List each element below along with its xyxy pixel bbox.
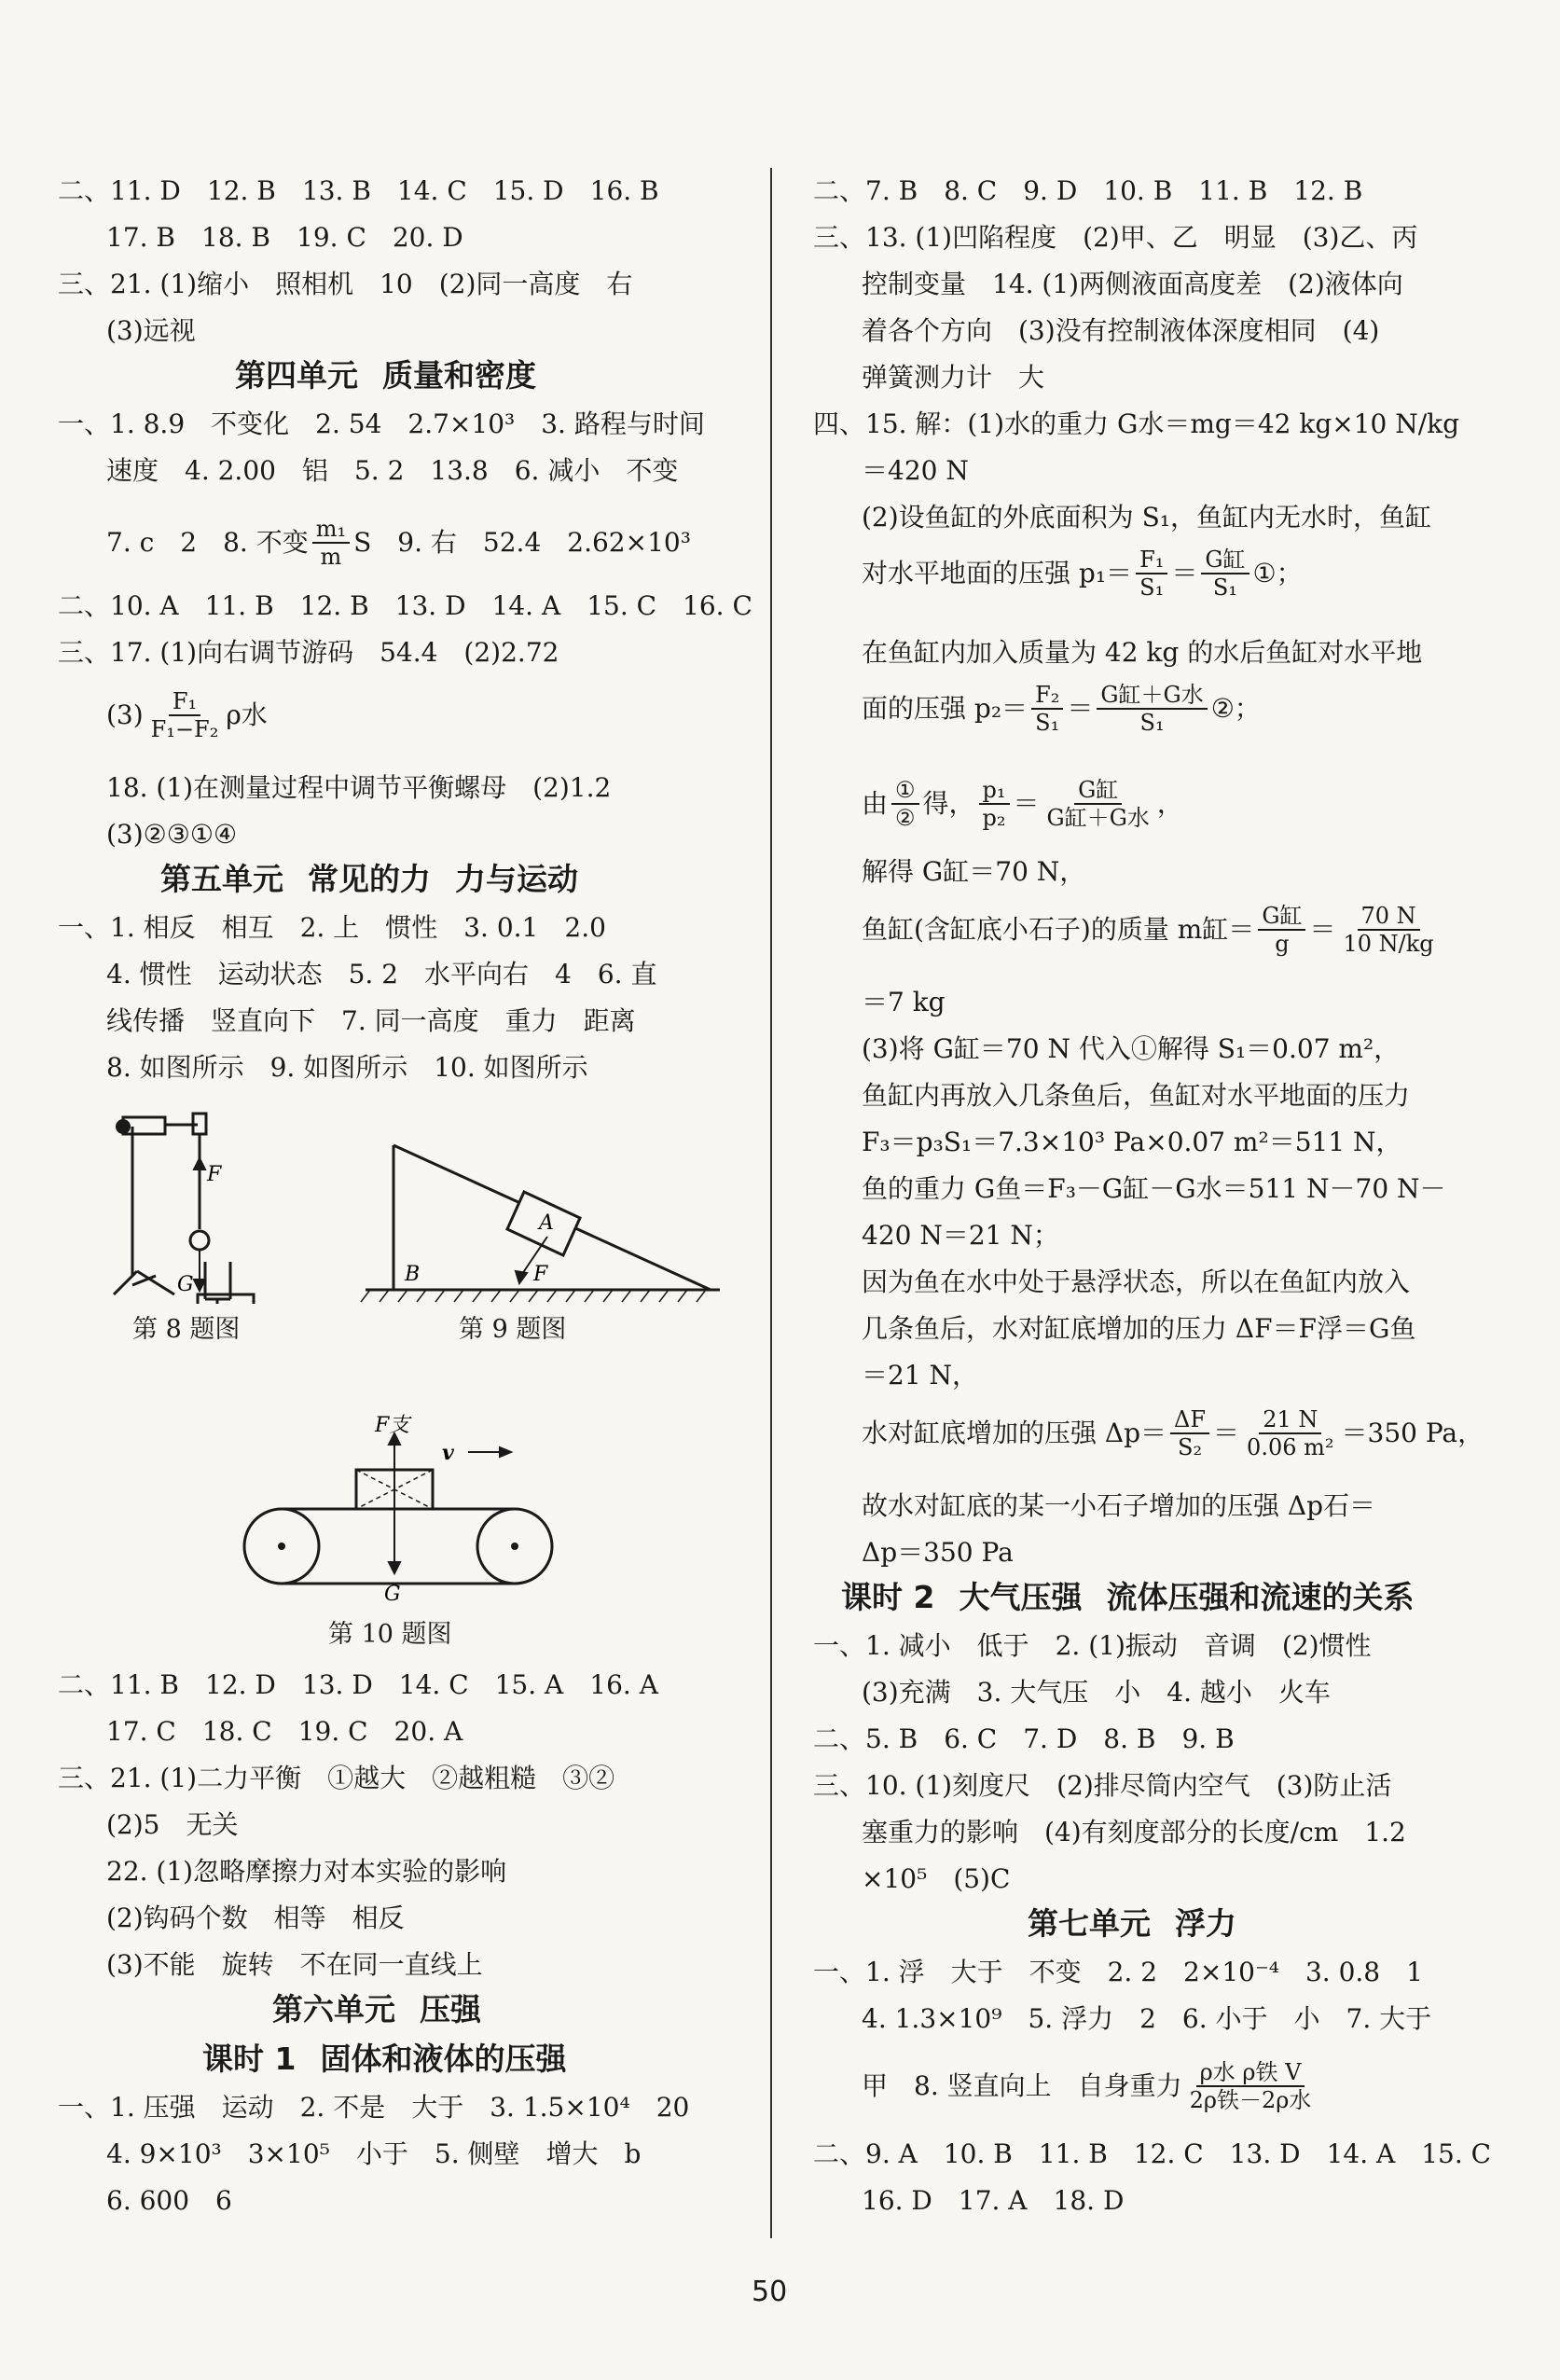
unit-5-title: 第五单元 常见的力 力与运动: [160, 861, 578, 897]
answer-line: (3) $\frac{\text{F₁}}{\text{F₁−F₂}}$ ρ水: [106, 688, 268, 742]
figure-9-caption: 第 9 题图: [459, 1315, 567, 1344]
answer-line: ＝21 N，: [862, 1360, 979, 1391]
answer-line: 因为鱼在水中处于悬浮状态，所以在鱼缸内放入: [862, 1266, 1411, 1297]
answer-line: (3)充满 3. 大气压 小 4. 越小 火车: [862, 1677, 1331, 1708]
point-label-b: B: [405, 1263, 421, 1286]
answer-line: 三、10. (1)刻度尺 (2)排尽筒内空气 (3)防止活: [813, 1770, 1392, 1801]
answer-line: 22. (1)忽略摩擦力对本实验的影响: [106, 1856, 507, 1887]
force-label-f: F: [533, 1263, 548, 1286]
fraction: $\frac{\text{G缸}}{g}$: [1258, 903, 1305, 957]
answer-line: (3)②③①④: [106, 819, 238, 850]
answer-line: 一、1. 相反 相互 2. 上 惯性 3. 0.1 2.0: [58, 912, 606, 943]
answer-line: Δp＝350 Pa: [862, 1537, 1014, 1568]
answer-line: 鱼的重力 G鱼＝F₃－G缸－G水＝511 N－70 N－: [862, 1173, 1446, 1204]
fraction: $\frac{\text{G缸}}{\text{S₁}}$: [1201, 547, 1249, 601]
knob-icon: [116, 1119, 131, 1134]
answer-line: 6. 600 6: [106, 2185, 232, 2216]
figure-10-caption: 第 10 题图: [328, 1620, 452, 1649]
answer-line: 线传播 竖直向下 7. 同一高度 重力 距离: [106, 1005, 636, 1036]
answer-line: 二、11. B 12. D 13. D 14. C 15. A 16. A: [58, 1669, 658, 1700]
answer-line: 三、13. (1)凹陷程度 (2)甲、乙 明显 (3)乙、丙: [813, 222, 1418, 253]
answer-line: 控制变量 14. (1)两侧液面高度差 (2)液体向: [862, 269, 1403, 299]
fraction: $\frac{\text{①}}{\text{②}}$: [891, 777, 919, 831]
answer-line: 420 N＝21 N；: [862, 1220, 1059, 1251]
answer-line: 16. D 17. A 18. D: [862, 2185, 1125, 2216]
lesson-1-title: 课时 1 固体和液体的压强: [202, 2041, 567, 2077]
answer-line: (2)5 无关: [106, 1809, 239, 1840]
answer-line: 18. (1)在测量过程中调节平衡螺母 (2)1.2: [106, 772, 612, 803]
answer-line: ＝420 N: [862, 455, 969, 486]
answer-line: 一、1. 减小 低于 2. (1)振动 音调 (2)惯性: [813, 1630, 1372, 1661]
lesson-2-title: 课时 2 大气压强 流体压强和流速的关系: [841, 1579, 1415, 1615]
answer-line: 17. C 18. C 19. C 20. A: [106, 1716, 463, 1747]
answer-line: 4. 惯性 运动状态 5. 2 水平向右 4 6. 直: [106, 959, 657, 989]
velocity-label: v: [442, 1441, 454, 1465]
answer-line: 几条鱼后，水对缸底增加的压力 ΔF＝F浮＝G鱼: [862, 1313, 1416, 1344]
answer-line: 故水对缸底的某一小石子增加的压强 Δp石＝: [862, 1490, 1376, 1521]
answer-line: 速度 4. 2.00 铝 5. 2 13.8 6. 减小 不变: [106, 455, 679, 486]
figure-9-diagram: [356, 1136, 729, 1304]
fraction: $\frac{\Delta F}{\text{S₂}}$: [1170, 1406, 1209, 1460]
answer-line: 三、17. (1)向右调节游码 54.4 (2)2.72: [58, 637, 559, 668]
figure-10-diagram: [226, 1411, 617, 1612]
answer-line: (3)将 G缸＝70 N 代入①解得 S₁＝0.07 m²，: [862, 1033, 1401, 1064]
answer-line: 塞重力的影响 (4)有刻度部分的长度/cm 1.2: [862, 1817, 1406, 1847]
answer-line: 17. B 18. B 19. C 20. D: [106, 222, 463, 253]
answer-line: 7. c 2 8. 不变 $\frac{\text{m₁}}{m}$ S 9. 右 52.4 2.62×10³: [106, 516, 691, 570]
unit-6-title: 第六单元 压强: [272, 1991, 481, 2027]
force-label-f: F: [207, 1163, 222, 1186]
answer-line: 二、11. D 12. B 13. B 14. C 15. D 16. B: [58, 175, 659, 206]
answer-line: ＝7 kg: [862, 987, 946, 1017]
fraction: $\frac{\text{G缸}}{\text{G缸＋G水}}$: [1046, 777, 1150, 831]
force-label-g: G: [384, 1583, 401, 1606]
formula-line: 甲 8. 竖直向上 自身重力 $\frac{\text{ρ水 ρ铁 V}}{\text{2ρ铁－2ρ水}}$: [862, 2059, 1318, 2113]
answer-line: 二、10. A 11. B 12. B 13. D 14. A 15. C 16. C: [58, 590, 752, 621]
fraction: $\frac{70 N}{10 N/kg}$: [1343, 903, 1434, 957]
answer-line: 在鱼缸内加入质量为 42 kg 的水后鱼缸对水平地: [862, 637, 1423, 668]
answer-line: (2)钩码个数 相等 相反: [106, 1903, 405, 1933]
fraction: $\frac{\text{F₁}}{\text{F₁−F₂}}$: [150, 688, 219, 742]
answer-line: 三、21. (1)二力平衡 ①越大 ②越粗糙 ③②: [58, 1763, 615, 1793]
column-divider: [770, 168, 772, 2238]
fraction: $\frac{\text{F₂}}{\text{S₁}}$: [1031, 682, 1063, 736]
answer-line: 解得 G缸＝70 N，: [862, 856, 1086, 887]
answer-line: ×10⁵ (5)C: [862, 1863, 1011, 1894]
figure-8-diagram: [104, 1108, 347, 1304]
formula-line: 由 $\frac{\text{①}}{\text{②}}$ 得， $\frac{\text{p₁}}{\text{p₂}}$ ＝ $\frac{\text{G缸}}{\text{G缸＋G水}}$ ，: [862, 777, 1183, 831]
fraction: $\frac{\text{ρ水 ρ铁 V}}{\text{2ρ铁－2ρ水}}$: [1189, 2059, 1312, 2113]
force-label-f-support: F支: [375, 1414, 410, 1437]
answer-line: 一、1. 8.9 不变化 2. 54 2.7×10³ 3. 路程与时间: [58, 408, 705, 439]
answer-line: 二、7. B 8. C 9. D 10. B 11. B 12. B: [813, 175, 1363, 206]
answer-line: 二、5. B 6. C 7. D 8. B 9. B: [813, 1723, 1235, 1754]
answer-line: 三、21. (1)缩小 照相机 10 (2)同一高度 右: [58, 269, 633, 299]
fraction: $\frac{\text{G缸＋G水}}{\text{S₁}}$: [1097, 682, 1207, 736]
page-number: 50: [752, 2276, 788, 2308]
force-label-g: G: [177, 1273, 194, 1296]
fraction: $\frac{\text{F₁}}{\text{S₁}}$: [1136, 547, 1167, 601]
answer-line: (3)远视: [106, 315, 196, 346]
formula-line: 水对缸底增加的压强 Δp＝ $\frac{\Delta F}{\text{S₂}}$ ＝ $\frac{21 N}{\text{0.06 m²}}$ ＝350 Pa，: [862, 1406, 1484, 1460]
figure-8-caption: 第 8 题图: [132, 1315, 241, 1344]
answer-line: 4. 1.3×10⁹ 5. 浮力 2 6. 小于 小 7. 大于: [862, 2003, 1432, 2034]
answer-line: 一、1. 浮 大于 不变 2. 2 2×10⁻⁴ 3. 0.8 1: [813, 1957, 1423, 1987]
answer-line: 8. 如图所示 9. 如图所示 10. 如图所示: [106, 1052, 588, 1083]
answer-line: 一、1. 压强 运动 2. 不是 大于 3. 1.5×10⁴ 20: [58, 2092, 690, 2123]
fraction: $\frac{\text{p₁}}{\text{p₂}}$: [979, 777, 1010, 831]
formula-line: 面的压强 p₂＝ $\frac{\text{F₂}}{\text{S₁}}$ ＝ $\frac{\text{G缸＋G水}}{\text{S₁}}$ ②；: [862, 682, 1261, 736]
block-label-a: A: [539, 1211, 554, 1235]
answer-line: 二、9. A 10. B 11. B 12. C 13. D 14. A 15. C: [813, 2138, 1492, 2169]
formula-line: 鱼缸(含缸底小石子)的质量 m缸＝ $\frac{\text{G缸}}{g}$ ＝ $\frac{70 N}{10 N/kg}$: [862, 903, 1442, 957]
answer-line: 鱼缸内再放入几条鱼后，鱼缸对水平地面的压力: [862, 1080, 1411, 1111]
unit-7-title: 第七单元 浮力: [1028, 1905, 1236, 1942]
fraction: $\frac{\text{m₁}}{m}$: [312, 516, 350, 570]
answer-line: (3)不能 旋转 不在同一直线上: [106, 1949, 483, 1980]
unit-4-title: 第四单元 质量和密度: [235, 357, 536, 394]
answer-line: F₃＝p₃S₁＝7.3×10³ Pa×0.07 m²＝511 N，: [862, 1127, 1402, 1157]
answer-line: 着各个方向 (3)没有控制液体深度相同 (4): [862, 315, 1380, 346]
answer-line: 弹簧测力计 大: [862, 362, 1045, 393]
answer-line: 四、15. 解：(1)水的重力 G水＝mg＝42 kg×10 N/kg: [813, 408, 1460, 439]
answer-line: (2)设鱼缸的外底面积为 S₁，鱼缸内无水时，鱼缸: [862, 502, 1431, 533]
answer-line: 4. 9×10³ 3×10⁵ 小于 5. 侧壁 增大 b: [106, 2138, 642, 2169]
formula-line: 对水平地面的压强 p₁＝ $\frac{\text{F₁}}{\text{S₁}}$ ＝ $\frac{\text{G缸}}{\text{S₁}}$ ①；: [862, 547, 1303, 601]
fraction: $\frac{21 N}{\text{0.06 m²}}$: [1247, 1406, 1334, 1460]
